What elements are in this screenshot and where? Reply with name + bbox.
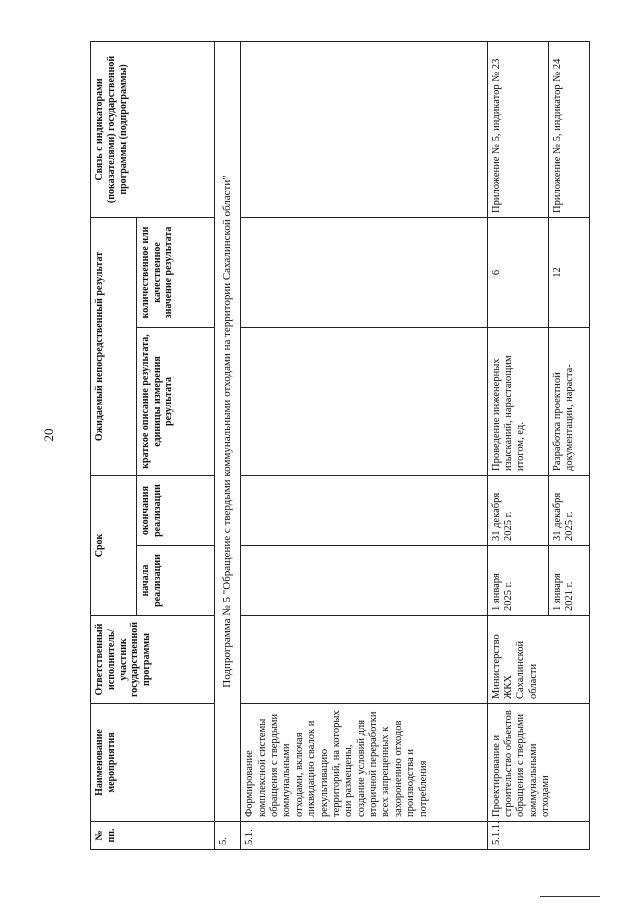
- header-responsible: Ответственный исполнитель/участник государственной программы: [91, 616, 215, 704]
- table-stage: [90, 42, 590, 850]
- item-desc: Разработка проектной документации, нараста-: [548, 327, 589, 475]
- item-start: 1 января 2021 г.: [548, 546, 589, 616]
- item-value: 6: [487, 217, 548, 327]
- header-name: Наименование мероприятия: [91, 704, 215, 822]
- row-num: 5.1.: [241, 822, 487, 850]
- header-result-desc: краткое описание результата, единицы измерения результата: [136, 327, 214, 475]
- page-number: 20: [41, 428, 56, 442]
- row-name: Проектирование и строительство объектов обращения с твердыми коммунальными отходами: [487, 704, 589, 822]
- header-term: Срок: [91, 475, 137, 615]
- subprogram-row: [215, 41, 241, 849]
- header-row-1: [91, 41, 137, 849]
- header-num: № пп.: [91, 822, 215, 850]
- header-result: Ожидаемый непосредственный результат: [91, 217, 137, 475]
- header-term-end: окончания реализации: [136, 475, 214, 545]
- table-row: [487, 41, 548, 849]
- item-value: 12: [548, 217, 589, 327]
- item-start: 1 января 2025 г.: [487, 546, 548, 616]
- rotated-table-wrapper: [90, 42, 590, 850]
- row-responsible: Министерство ЖКХ Сахалинской области: [487, 616, 589, 704]
- header-term-start: начала реализации: [136, 546, 214, 616]
- row-name: Формирование комплексной системы обращения с твердыми коммунальными отходами, включая ликвидацию свалок и рекультивацию территорий, на которых они размещены, создание условий для вторичной переработки всех запрещенных к захоронению отходов производства и потребления: [241, 704, 487, 822]
- item-link: Приложение № 5, индикатор № 23: [487, 41, 548, 217]
- item-desc: Проведение инженерных изысканий, нарастающим итогом, ед.: [487, 327, 548, 475]
- item-end: 31 декабря 2025 г.: [548, 475, 589, 545]
- subprogram-num: 5.: [215, 822, 241, 850]
- scan-artifact-line: [540, 896, 600, 897]
- row-num: 5.1.1.: [487, 822, 589, 850]
- subprogram-title: Подпрограмма № 5 "Обращение с твердыми коммунальными отходами на территории Сахалинской области": [215, 41, 241, 821]
- item-end: 31 декабря 2025 г.: [487, 475, 548, 545]
- table-row: [241, 41, 487, 849]
- activities-table: [90, 41, 590, 850]
- header-link: Связь с индикаторами (показателями) государственной программы (подпрограммы): [91, 41, 215, 217]
- header-result-value: количественное или качественное значение результата: [136, 217, 214, 327]
- item-link: Приложение № 5, индикатор № 24: [548, 41, 589, 217]
